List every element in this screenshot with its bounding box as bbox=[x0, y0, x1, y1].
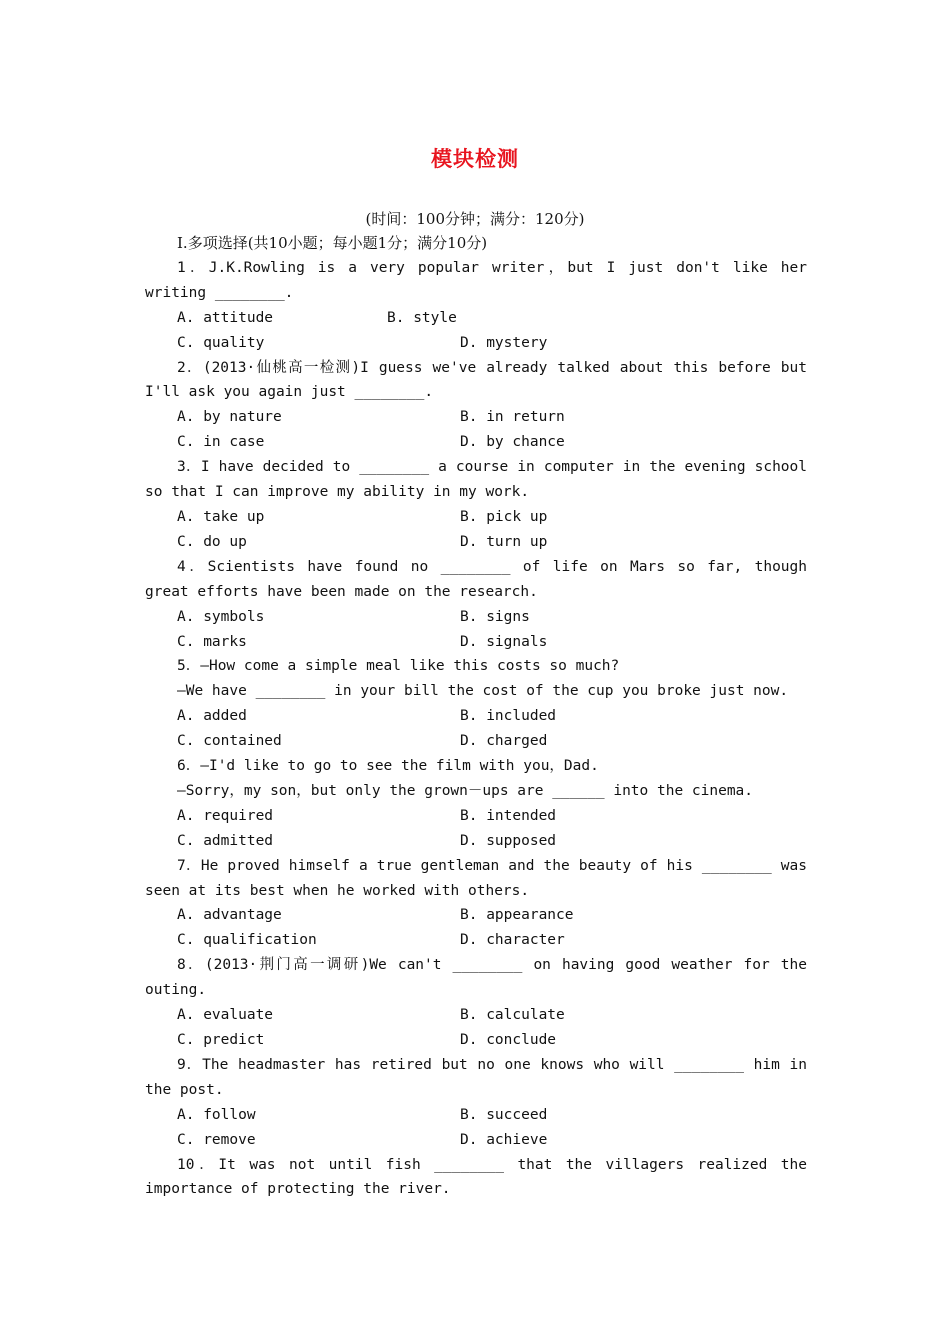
question-stem: 3．I have decided to ________ a course in computer in the evening school so that I can improve my ability in my work. bbox=[145, 459, 807, 501]
option-a: A. added bbox=[177, 708, 247, 725]
section-heading: Ⅰ.多项选择(共10小题；每小题1分；满分10分) bbox=[177, 234, 488, 252]
option-d: D. signals bbox=[460, 633, 548, 650]
question-2 bbox=[145, 356, 807, 456]
options-row bbox=[145, 1103, 807, 1128]
question-6 bbox=[145, 754, 807, 854]
option-c: C. quality bbox=[177, 334, 265, 351]
question-stem: 5．—How come a simple meal like this costs so much? bbox=[177, 658, 620, 675]
option-d: D. mystery bbox=[460, 334, 548, 351]
option-b: B. signs bbox=[460, 608, 530, 625]
options-row bbox=[145, 331, 807, 356]
question-stem: 9．The headmaster has retired but no one knows who will ________ him in the post. bbox=[145, 1056, 807, 1098]
option-d: D. charged bbox=[460, 733, 548, 750]
option-c: C. remove bbox=[177, 1131, 256, 1148]
question-4 bbox=[145, 555, 807, 655]
option-d: D. by chance bbox=[460, 434, 565, 451]
exam-info: (时间：100分钟；满分：120分) bbox=[365, 210, 585, 228]
options-row bbox=[145, 306, 807, 331]
options-row bbox=[145, 829, 807, 854]
question-stem: 7．He proved himself a true gentleman and the beauty of his ________ was seen at its best when he worked with others. bbox=[145, 857, 807, 899]
question-3 bbox=[145, 455, 807, 555]
dialogue-reply: —Sorry，my son，but only the grown－ups are ______ into the cinema. bbox=[177, 782, 754, 799]
options-row bbox=[145, 928, 807, 953]
option-c: C. in case bbox=[177, 434, 265, 451]
question-8 bbox=[145, 953, 807, 1053]
options-row bbox=[145, 704, 807, 729]
option-a: A. required bbox=[177, 807, 274, 824]
option-a: A. evaluate bbox=[177, 1007, 274, 1024]
options-row bbox=[145, 505, 807, 530]
option-c: C. predict bbox=[177, 1032, 265, 1048]
question-7 bbox=[145, 854, 807, 954]
question-9 bbox=[145, 1053, 807, 1153]
option-d: D. achieve bbox=[460, 1131, 548, 1148]
option-c: C. do up bbox=[177, 533, 247, 550]
option-c: C. marks bbox=[177, 633, 247, 650]
option-c: C. contained bbox=[177, 733, 282, 750]
question-1 bbox=[145, 256, 807, 356]
question-stem: 4．Scientists have found no ________ of life on Mars so far, though great efforts have been made on the research. bbox=[145, 558, 807, 600]
option-a: A. advantage bbox=[177, 907, 282, 924]
option-b: B. appearance bbox=[460, 907, 574, 924]
option-b: B. pick up bbox=[460, 508, 548, 525]
options-row bbox=[145, 430, 807, 455]
options-row bbox=[145, 729, 807, 754]
option-c: C. qualification bbox=[177, 932, 317, 949]
question-stem: 1．J.K.Rowling is a very popular writer，but I just don't like her writing ________. bbox=[145, 259, 807, 301]
dialogue-reply: —We have ________ in your bill the cost of the cup you broke just now. bbox=[177, 683, 789, 700]
option-b: B. included bbox=[460, 708, 557, 725]
question-stem: 2．(2013·仙桃高一检测)I guess we've already talked about this before but I'll ask you again just ________. bbox=[145, 359, 807, 401]
document-title: 模块检测 bbox=[431, 147, 519, 171]
question-5 bbox=[145, 654, 807, 754]
option-a: A. take up bbox=[177, 508, 265, 525]
option-b: B. intended bbox=[460, 807, 557, 824]
option-b: B. style bbox=[387, 309, 457, 326]
question-stem: 10．It was not until fish ________ that the villagers realized the importance of protecting the river. bbox=[145, 1156, 807, 1198]
question-stem: 6．—I'd like to go to see the film with you，Dad. bbox=[177, 758, 599, 775]
option-b: B. succeed bbox=[460, 1106, 548, 1123]
option-a: A. attitude bbox=[177, 309, 274, 326]
options-row bbox=[145, 530, 807, 555]
options-row bbox=[145, 1003, 807, 1028]
option-d: D. supposed bbox=[460, 832, 557, 849]
options-row bbox=[145, 903, 807, 928]
option-d: D. conclude bbox=[460, 1032, 557, 1048]
option-b: B. calculate bbox=[460, 1007, 565, 1024]
options-row bbox=[145, 605, 807, 630]
question-10 bbox=[145, 1153, 807, 1203]
option-b: B. in return bbox=[460, 409, 565, 426]
options-row bbox=[145, 804, 807, 829]
document-body bbox=[145, 231, 807, 1202]
options-row bbox=[145, 630, 807, 655]
question-stem: 8．(2013·荆门高一调研)We can't ________ on having good weather for the outing. bbox=[145, 957, 807, 999]
option-d: D. character bbox=[460, 932, 565, 949]
options-row bbox=[145, 405, 807, 430]
option-a: A. by nature bbox=[177, 409, 282, 426]
options-row bbox=[145, 1028, 807, 1053]
option-a: A. symbols bbox=[177, 608, 265, 625]
option-d: D. turn up bbox=[460, 533, 548, 550]
options-row bbox=[145, 1128, 807, 1153]
option-c: C. admitted bbox=[177, 832, 274, 849]
option-a: A. follow bbox=[177, 1106, 256, 1123]
